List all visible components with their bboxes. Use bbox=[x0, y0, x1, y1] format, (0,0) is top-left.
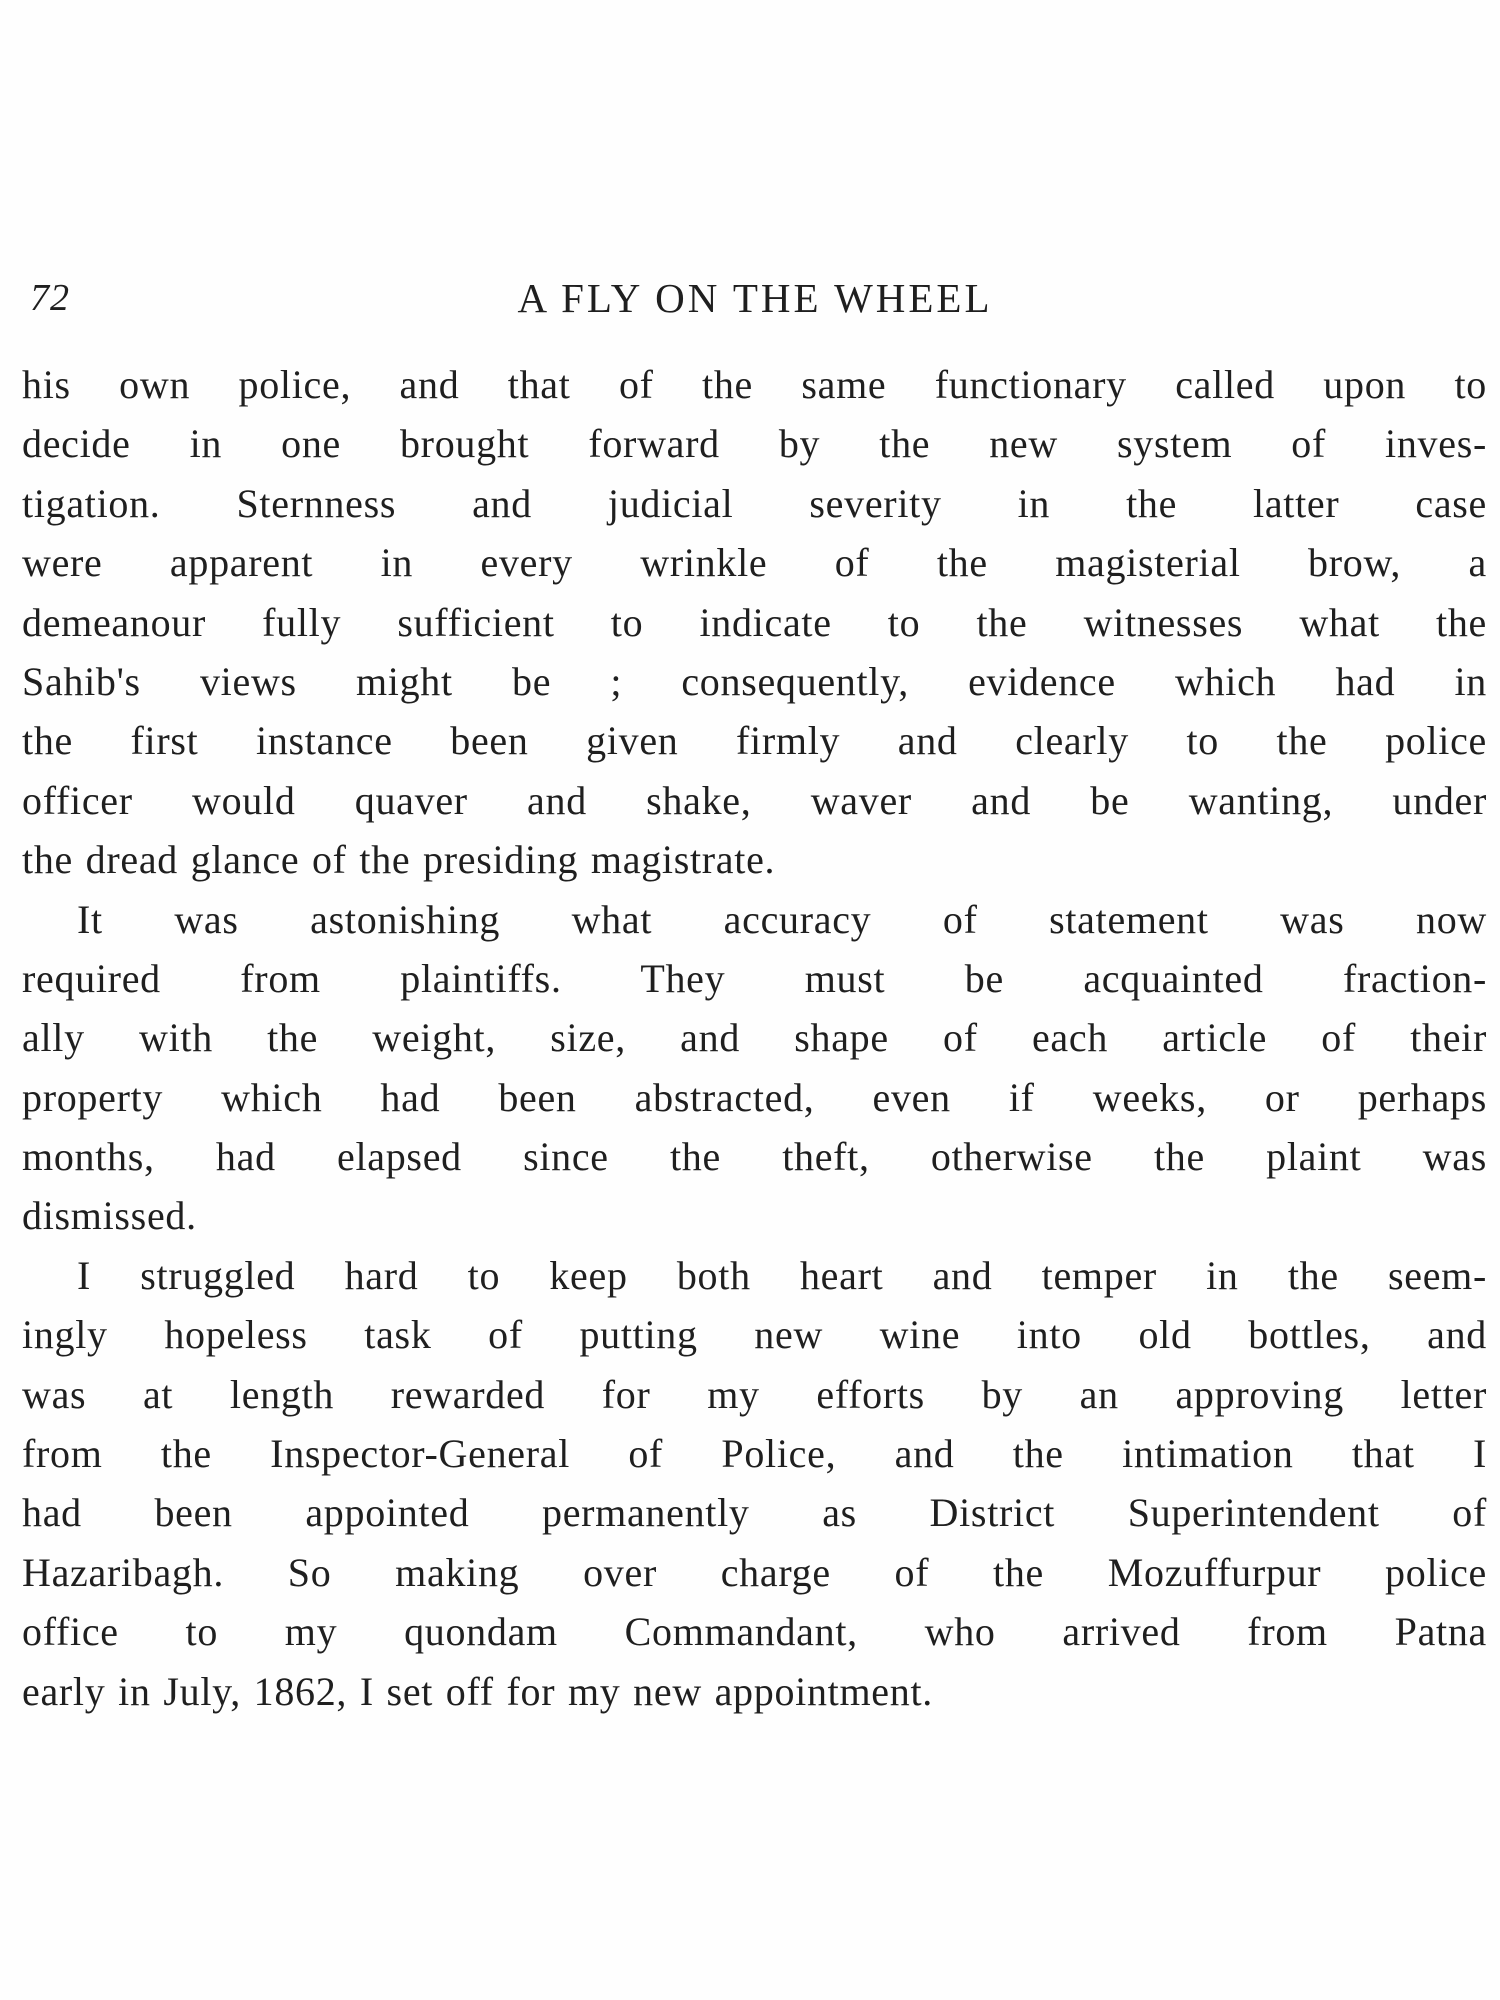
running-head bbox=[30, 268, 1480, 328]
page-number: 72 bbox=[30, 277, 70, 319]
paragraph-3 bbox=[22, 1246, 1487, 1721]
text-line: officer would quaver and shake, waver and be wanting, under bbox=[22, 777, 1487, 823]
text-line: ingly hopeless task of putting new wine into old bottles, and bbox=[22, 1312, 1487, 1358]
paragraph-1 bbox=[22, 355, 1487, 890]
text-line: ally with the weight, size, and shape of each article of their bbox=[22, 1015, 1487, 1061]
body-text bbox=[22, 355, 1487, 1721]
text-line: early in July, 1862, I set off for my new appointment. bbox=[22, 1668, 933, 1714]
text-line: property which had been abstracted, even if weeks, or perhaps bbox=[22, 1074, 1487, 1120]
text-line: It was astonishing what accuracy of statement was now bbox=[77, 896, 1487, 942]
text-line: tigation. Sternness and judicial severity in the latter case bbox=[22, 480, 1487, 526]
text-line: office to my quondam Commandant, who arrived from Patna bbox=[22, 1609, 1487, 1655]
text-line: was at length rewarded for my efforts by an approving letter bbox=[22, 1371, 1487, 1417]
text-line: Hazaribagh. So making over charge of the Mozuffurpur police bbox=[22, 1549, 1487, 1595]
text-line: I struggled hard to keep both heart and temper in the seem- bbox=[77, 1252, 1487, 1298]
text-line: Sahib's views might be ; consequently, evidence which had in bbox=[22, 658, 1487, 704]
text-line: demeanour fully sufficient to indicate to the witnesses what the bbox=[22, 599, 1487, 645]
text-line: his own police, and that of the same functionary called upon to bbox=[22, 362, 1487, 407]
text-line: from the Inspector-General of Police, and the intimation that I bbox=[22, 1431, 1487, 1477]
text-line: months, had elapsed since the theft, otherwise the plaint was bbox=[22, 1134, 1487, 1180]
running-title: A FLY ON THE WHEEL bbox=[517, 275, 993, 321]
text-line: had been appointed permanently as District Superintendent of bbox=[22, 1490, 1487, 1536]
paragraph-2 bbox=[22, 890, 1487, 1246]
text-line: required from plaintiffs. They must be acquainted fraction- bbox=[22, 955, 1487, 1001]
text-line: the dread glance of the presiding magistrate. bbox=[22, 837, 776, 883]
text-line: decide in one brought forward by the new system of inves- bbox=[22, 421, 1487, 467]
text-line: dismissed. bbox=[22, 1193, 197, 1239]
text-line: were apparent in every wrinkle of the magisterial brow, a bbox=[22, 540, 1487, 586]
text-line: the first instance been given firmly and clearly to the police bbox=[22, 718, 1487, 764]
